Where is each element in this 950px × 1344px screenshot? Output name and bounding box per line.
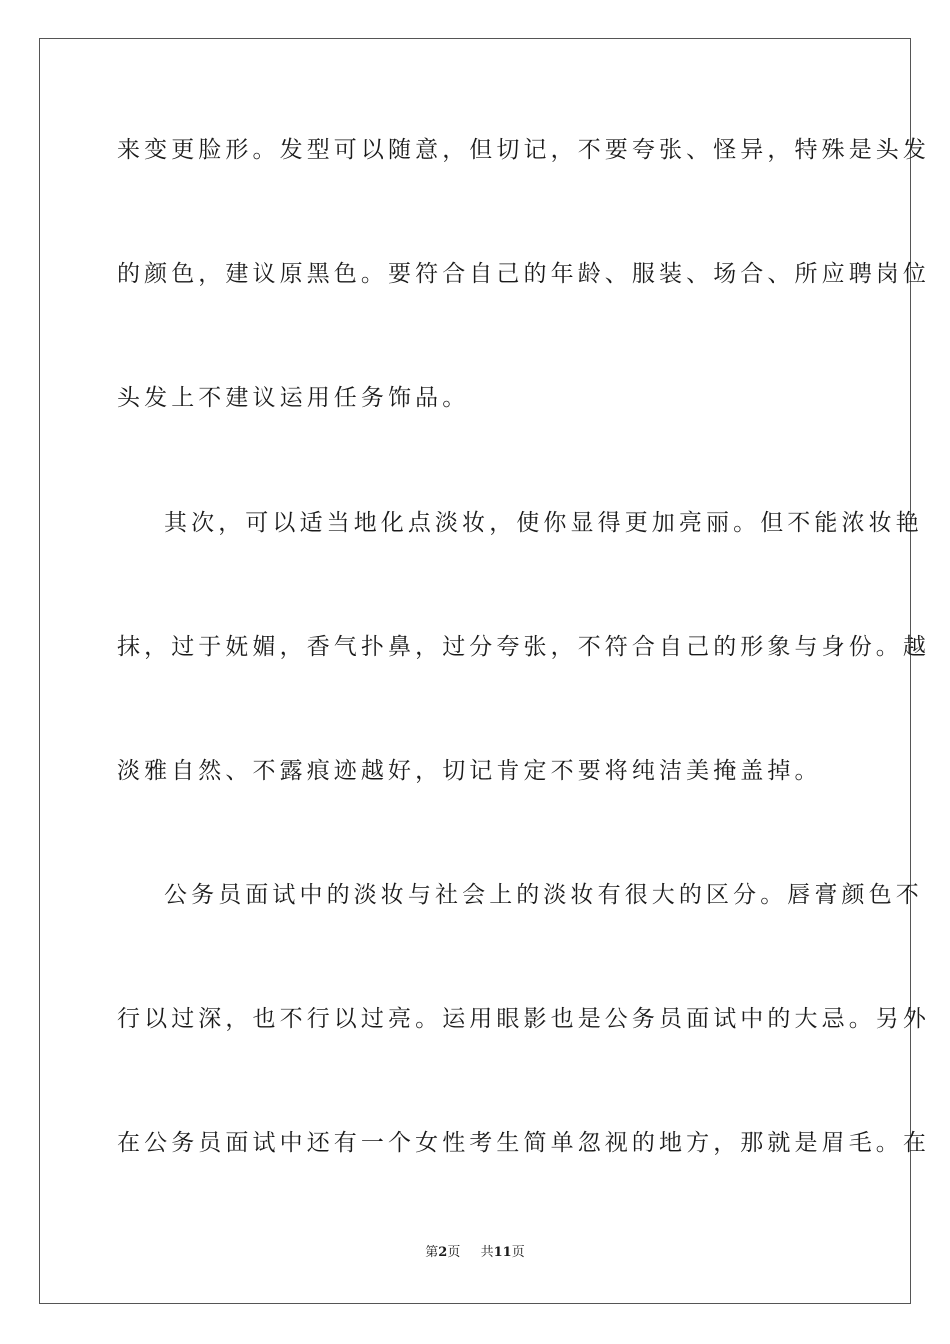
footer-total-pages: 11 [493, 1245, 512, 1260]
footer-total-prefix: 共 [480, 1245, 494, 1260]
footer-total-suffix: 页 [511, 1245, 525, 1260]
body-line-7-paragraph-start: 公务员面试中的淡妆与社会上的淡妆有很大的区分。唇膏颜色不 [164, 882, 923, 908]
body-line-3: 头发上不建议运用任务饰品。 [117, 385, 470, 411]
page-border [39, 38, 930, 1304]
body-line-8: 行以过深，也不行以过亮。运用眼影也是公务员面试中的大忌。另外 [117, 1006, 930, 1032]
body-line-4-paragraph-start: 其次，可以适当地化点淡妆，使你显得更加亮丽。但不能浓妆艳 [164, 510, 923, 536]
body-line-1: 来变更脸形。发型可以随意，但切记，不要夸张、怪异，特殊是头发 [117, 137, 930, 163]
footer-page-number: 2 [438, 1245, 448, 1260]
body-line-9: 在公务员面试中还有一个女性考生简单忽视的地方，那就是眉毛。在 [117, 1130, 930, 1156]
body-line-6: 淡雅自然、不露痕迹越好，切记肯定不要将纯洁美掩盖掉。 [117, 758, 822, 784]
page-footer [0, 1244, 950, 1262]
footer-page-prefix: 第 [425, 1245, 439, 1260]
body-line-2: 的颜色，建议原黑色。要符合自己的年龄、服装、场合、所应聘岗位 [117, 261, 930, 287]
footer-page-suffix: 页 [447, 1245, 461, 1260]
body-line-5: 抹，过于妩媚，香气扑鼻，过分夸张，不符合自己的形象与身份。越 [117, 634, 930, 660]
